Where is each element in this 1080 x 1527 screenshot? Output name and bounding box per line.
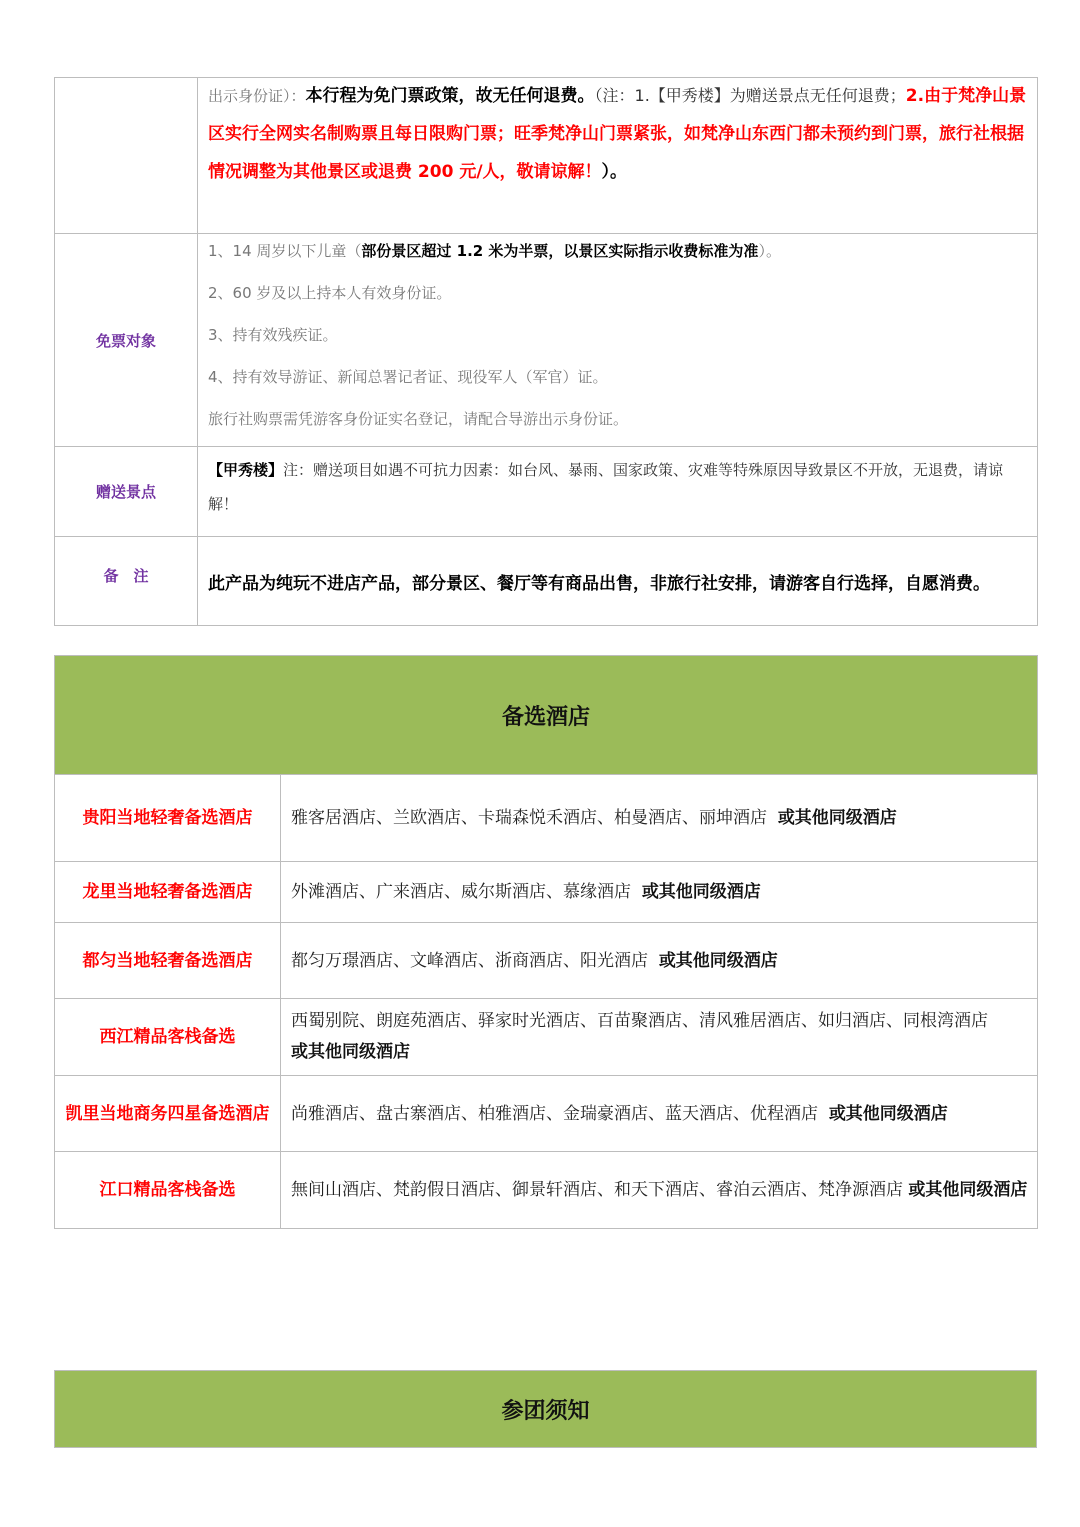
notice-title: 参团须知 (55, 1371, 1037, 1448)
free-ticket-label: 免票对象 (55, 234, 198, 447)
hotel-city-label: 西江精品客栈备选 (55, 999, 281, 1076)
hotel-list (281, 923, 1038, 999)
gift-text: 注：赠送项目如遇不可抗力因素：如台风、暴雨、国家政策、灾难等特殊原因导致景区不开放，无退费，请谅解！ (208, 461, 1004, 513)
hotel-row (55, 999, 1038, 1076)
hotel-suffix: 或其他同级酒店 (908, 1180, 1028, 1200)
hotel-list (281, 999, 1038, 1076)
remark-label: 备 注 (55, 537, 198, 626)
ticket-policy-row (55, 78, 1038, 234)
hotel-row (55, 1076, 1038, 1152)
notice-header-row (55, 1371, 1037, 1448)
ticket-policy-lead: 出示身份证）： (208, 87, 306, 105)
hotel-row (55, 1152, 1038, 1229)
hotel-names: 雅客居酒店、兰欧酒店、卡瑞森悦禾酒店、柏曼酒店、丽坤酒店 (291, 808, 767, 828)
free-ticket-item-1b: 部份景区超过 1.2 米为半票，以景区实际指示收费标准为准 (361, 242, 759, 260)
remark-text: 此产品为纯玩不进店产品，部分景区、餐厅等有商品出售，非旅行社安排，请游客自行选择，自愿消费。 (198, 537, 1038, 626)
hotel-suffix: 或其他同级酒店 (641, 882, 761, 902)
hotel-names: 尚雅酒店、盘古寨酒店、柏雅酒店、金瑞豪酒店、蓝天酒店、优程酒店 (291, 1103, 818, 1124)
ticket-policy-bold: 本行程为免门票政策，故无任何退费。 (305, 86, 595, 106)
hotel-header-row (55, 656, 1038, 775)
policy-table (54, 77, 1038, 626)
free-ticket-item-1 (208, 236, 1029, 266)
hotel-city-label: 江口精品客栈备选 (55, 1152, 281, 1229)
gift-content (198, 447, 1038, 537)
hotel-suffix: 或其他同级酒店 (658, 950, 778, 971)
ticket-policy-red-note: 2.由于梵净山景区实行全网实名制购票且每日限购门票；旺季梵净山门票紧张，如梵净山东西门都未预约到门票，旅行社根据情况调整为其他景区或退费 200 元/人，敬请谅解！ (208, 86, 1027, 182)
notice-section (54, 1370, 1037, 1448)
hotel-list (281, 1076, 1038, 1152)
ticket-policy-label-cell (55, 78, 198, 234)
hotel-row (55, 862, 1038, 923)
hotel-names: 都匀万璟酒店、文峰酒店、浙商酒店、阳光酒店 (291, 950, 648, 971)
free-ticket-item-2: 2、60 岁及以上持本人有效身份证。 (208, 284, 452, 302)
hotel-city-label: 贵阳当地轻奢备选酒店 (55, 775, 281, 862)
hotel-city-label: 都匀当地轻奢备选酒店 (55, 923, 281, 999)
hotel-list (281, 1152, 1038, 1229)
gift-row (55, 447, 1038, 537)
free-ticket-item-5: 旅行社购票需凭游客身份证实名登记，请配合导游出示身份证。 (208, 410, 629, 428)
hotel-row (55, 775, 1038, 862)
hotel-row (55, 923, 1038, 999)
gift-bold: 【甲秀楼】 (208, 461, 284, 479)
free-ticket-item-1c: ）。 (758, 242, 781, 260)
free-ticket-content (198, 234, 1038, 447)
hotel-suffix: 或其他同级酒店 (777, 808, 897, 828)
remark-row (55, 537, 1038, 626)
ticket-policy-text (208, 77, 1029, 191)
gift-label: 赠送景点 (55, 447, 198, 537)
hotel-names: 外滩酒店、广来酒店、威尔斯酒店、慕缘酒店 (291, 882, 631, 902)
hotel-section-title: 备选酒店 (55, 656, 1038, 775)
policy-section (54, 77, 1037, 626)
ticket-policy-cell (198, 78, 1038, 234)
free-ticket-item-3: 3、持有效残疾证。 (208, 326, 338, 344)
hotel-city-label: 凯里当地商务四星备选酒店 (55, 1076, 281, 1152)
hotel-suffix: 或其他同级酒店 (828, 1103, 948, 1124)
ticket-policy-note: （注：1.【甲秀楼】为赠送景点无任何退费； (594, 86, 906, 105)
hotel-list (281, 775, 1038, 862)
hotel-names: 西蜀别院、朗庭苑酒店、驿家时光酒店、百苗聚酒店、清风雅居酒店、如归酒店、同根湾酒店 (291, 1011, 988, 1031)
free-ticket-row (55, 234, 1038, 447)
hotel-city-label: 龙里当地轻奢备选酒店 (55, 862, 281, 923)
hotel-section (54, 655, 1037, 1229)
ticket-policy-end: ）。 (601, 162, 628, 182)
hotel-suffix: 或其他同级酒店 (291, 1042, 410, 1062)
notice-table (54, 1370, 1037, 1448)
free-ticket-item-1a: 1、14 周岁以下儿童（ (208, 242, 362, 260)
free-ticket-item-4: 4、持有效导游证、新闻总署记者证、现役军人（军官）证。 (208, 368, 608, 386)
hotel-names: 無间山酒店、梵韵假日酒店、御景轩酒店、和天下酒店、睿泊云酒店、梵净源酒店 (291, 1180, 903, 1200)
hotel-table (54, 655, 1038, 1229)
hotel-list (281, 862, 1038, 923)
